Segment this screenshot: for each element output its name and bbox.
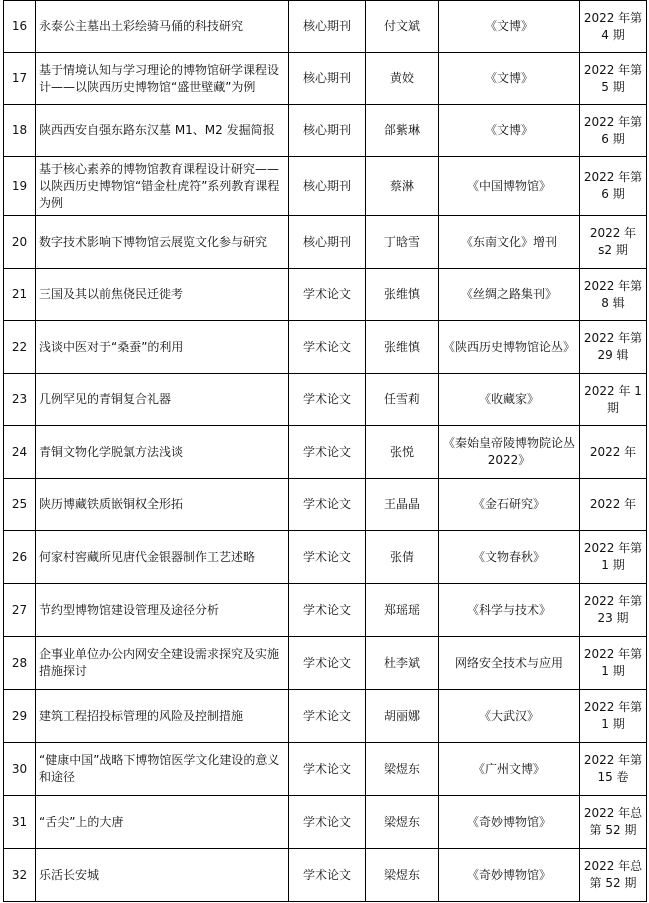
author-name: 张悦	[366, 426, 439, 479]
row-number: 25	[4, 479, 36, 531]
table-row	[4, 531, 647, 584]
publication-type: 学术论文	[289, 690, 366, 743]
publication-type: 学术论文	[289, 269, 366, 321]
author-name: 张倩	[366, 531, 439, 584]
paper-title: 基于情境认知与学习理论的博物馆研学课程设计——以陕西历史博物馆“盛世壁藏”为例	[36, 53, 289, 105]
paper-title: 何家村窖藏所见唐代金银器制作工艺述略	[36, 531, 289, 584]
author-name: 郃紫琳	[366, 105, 439, 157]
publication-type: 学术论文	[289, 374, 366, 426]
journal-name: 《广州文博》	[439, 743, 580, 796]
publications-table-body	[4, 1, 647, 902]
publication-type: 学术论文	[289, 426, 366, 479]
paper-title: 数字技术影响下博物馆云展览文化参与研究	[36, 216, 289, 269]
publication-type: 学术论文	[289, 321, 366, 374]
issue-date: 2022 年第 6 期	[580, 157, 647, 216]
paper-title: 企事业单位办公内网安全建设需求探究及实施措施探讨	[36, 637, 289, 690]
paper-title: 陕历博藏铁质嵌铜权全形拓	[36, 479, 289, 531]
publication-type: 核心期刊	[289, 105, 366, 157]
issue-date: 2022 年第 15 卷	[580, 743, 647, 796]
paper-title: 几例罕见的青铜复合礼器	[36, 374, 289, 426]
publications-table	[3, 0, 647, 902]
issue-date: 2022 年 s2 期	[580, 216, 647, 269]
journal-name: 《奇妙博物馆》	[439, 796, 580, 849]
table-row	[4, 637, 647, 690]
row-number: 19	[4, 157, 36, 216]
table-row	[4, 157, 647, 216]
journal-name: 《丝绸之路集刊》	[439, 269, 580, 321]
author-name: 王晶晶	[366, 479, 439, 531]
table-row	[4, 796, 647, 849]
journal-name: 《科学与技术》	[439, 584, 580, 637]
row-number: 24	[4, 426, 36, 479]
paper-title: 陕西西安自强东路东汉墓 M1、M2 发掘简报	[36, 105, 289, 157]
author-name: 梁煜东	[366, 796, 439, 849]
row-number: 20	[4, 216, 36, 269]
paper-title: 青铜文物化学脱氯方法浅谈	[36, 426, 289, 479]
publication-type: 核心期刊	[289, 1, 366, 53]
table-row	[4, 321, 647, 374]
author-name: 梁煜东	[366, 743, 439, 796]
author-name: 郑瑶瑶	[366, 584, 439, 637]
journal-name: 《文博》	[439, 53, 580, 105]
row-number: 27	[4, 584, 36, 637]
journal-name: 《中国博物馆》	[439, 157, 580, 216]
paper-title: 乐活长安城	[36, 849, 289, 902]
row-number: 22	[4, 321, 36, 374]
journal-name: 《秦始皇帝陵博物院论丛 2022》	[439, 426, 580, 479]
journal-name: 《文博》	[439, 105, 580, 157]
author-name: 丁晗雪	[366, 216, 439, 269]
journal-name: 《金石研究》	[439, 479, 580, 531]
issue-date: 2022 年 1 期	[580, 374, 647, 426]
issue-date: 2022 年第 29 辑	[580, 321, 647, 374]
journal-name: 《文物春秋》	[439, 531, 580, 584]
issue-date: 2022 年总第 52 期	[580, 796, 647, 849]
table-row	[4, 216, 647, 269]
table-row	[4, 374, 647, 426]
author-name: 胡丽娜	[366, 690, 439, 743]
author-name: 梁煜东	[366, 849, 439, 902]
journal-name: 《奇妙博物馆》	[439, 849, 580, 902]
publication-type: 核心期刊	[289, 216, 366, 269]
issue-date: 2022 年第 1 期	[580, 637, 647, 690]
author-name: 任雪莉	[366, 374, 439, 426]
paper-title: 浅谈中医对于“桑蚕”的利用	[36, 321, 289, 374]
row-number: 16	[4, 1, 36, 53]
row-number: 29	[4, 690, 36, 743]
table-row	[4, 690, 647, 743]
issue-date: 2022 年第 1 期	[580, 531, 647, 584]
paper-title: 永泰公主墓出土彩绘骑马俑的科技研究	[36, 1, 289, 53]
row-number: 31	[4, 796, 36, 849]
issue-date: 2022 年	[580, 479, 647, 531]
row-number: 30	[4, 743, 36, 796]
row-number: 18	[4, 105, 36, 157]
publication-type: 学术论文	[289, 796, 366, 849]
publication-type: 学术论文	[289, 743, 366, 796]
row-number: 32	[4, 849, 36, 902]
row-number: 26	[4, 531, 36, 584]
author-name: 蔡淋	[366, 157, 439, 216]
row-number: 23	[4, 374, 36, 426]
journal-name: 《文博》	[439, 1, 580, 53]
issue-date: 2022 年第 1 期	[580, 690, 647, 743]
journal-name: 网络安全技术与应用	[439, 637, 580, 690]
issue-date: 2022 年	[580, 426, 647, 479]
table-row	[4, 479, 647, 531]
table-row	[4, 743, 647, 796]
issue-date: 2022 年第 8 辑	[580, 269, 647, 321]
table-row	[4, 849, 647, 902]
table-row	[4, 584, 647, 637]
table-row	[4, 426, 647, 479]
publication-type: 核心期刊	[289, 157, 366, 216]
author-name: 张维慎	[366, 321, 439, 374]
paper-title: 三国及其以前焦侥民迁徙考	[36, 269, 289, 321]
publication-type: 学术论文	[289, 637, 366, 690]
publication-type: 学术论文	[289, 479, 366, 531]
journal-name: 《陕西历史博物馆论丛》	[439, 321, 580, 374]
paper-title: 建筑工程招投标管理的风险及控制措施	[36, 690, 289, 743]
row-number: 21	[4, 269, 36, 321]
author-name: 黄姣	[366, 53, 439, 105]
table-row	[4, 269, 647, 321]
paper-title: 节约型博物馆建设管理及途径分析	[36, 584, 289, 637]
paper-title: “舌尖”上的大唐	[36, 796, 289, 849]
journal-name: 《大武汉》	[439, 690, 580, 743]
journal-name: 《东南文化》增刊	[439, 216, 580, 269]
paper-title: 基于核心素养的博物馆教育课程设计研究——以陕西历史博物馆“错金杜虎符”系列教育课程为例	[36, 157, 289, 216]
publication-type: 学术论文	[289, 531, 366, 584]
row-number: 28	[4, 637, 36, 690]
issue-date: 2022 年第 23 期	[580, 584, 647, 637]
publication-type: 学术论文	[289, 584, 366, 637]
author-name: 张维慎	[366, 269, 439, 321]
journal-name: 《收藏家》	[439, 374, 580, 426]
issue-date: 2022 年第 5 期	[580, 53, 647, 105]
issue-date: 2022 年第 6 期	[580, 105, 647, 157]
author-name: 杜李斌	[366, 637, 439, 690]
author-name: 付文斌	[366, 1, 439, 53]
paper-title: “健康中国”战略下博物馆医学文化建设的意义和途径	[36, 743, 289, 796]
publication-type: 学术论文	[289, 849, 366, 902]
table-row	[4, 53, 647, 105]
row-number: 17	[4, 53, 36, 105]
table-row	[4, 105, 647, 157]
issue-date: 2022 年第 4 期	[580, 1, 647, 53]
publication-type: 核心期刊	[289, 53, 366, 105]
table-row	[4, 1, 647, 53]
issue-date: 2022 年总第 52 期	[580, 849, 647, 902]
